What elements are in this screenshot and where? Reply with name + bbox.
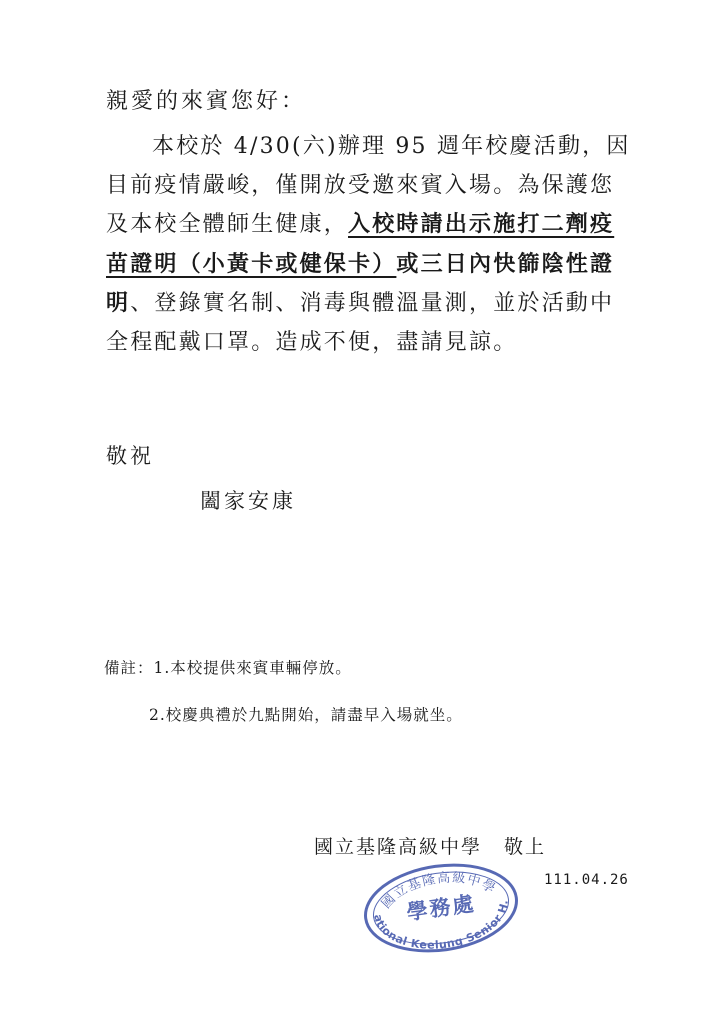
stamp-top-text: 國立基隆高級中學 <box>379 870 499 912</box>
greeting: 親愛的來賓您好： <box>106 89 307 114</box>
letter-body <box>106 128 631 362</box>
notes-section <box>104 656 463 725</box>
body-line-3-emphasis: 入校時請出示施打二劑疫 <box>348 211 615 237</box>
note-2: 2.校慶典禮於九點開始，請盡早入場就坐。 <box>149 706 463 724</box>
body-line-6: 全程配戴口罩。造成不便，盡請見諒。 <box>106 329 518 355</box>
body-line-4-emphasis: 苗證明（小黃卡或健保卡） <box>106 250 397 277</box>
office-seal-stamp <box>360 862 522 954</box>
signature-sender: 國立基隆高級中學 <box>314 836 483 858</box>
letter-date: 111.04.26 <box>544 872 629 888</box>
signature <box>314 832 546 859</box>
body-line-4-bold: 或三日內快篩陰性證 <box>396 250 615 277</box>
body-line-5 <box>106 284 626 324</box>
body-line-5-plain: 、登錄實名制、消毒與體溫量測，並於活動中 <box>130 291 615 316</box>
body-line-4 <box>106 245 626 285</box>
body-line-2: 目前疫情嚴峻，僅開放受邀來賓入場。為保護您 <box>106 172 615 198</box>
note-1: 備註：1.本校提供來賓車輛停放。 <box>104 659 352 677</box>
closing-salutation: 敬祝 <box>106 444 154 468</box>
body-line-3 <box>106 205 626 245</box>
body-line-3-plain: 及本校全體師生健康， <box>106 212 349 237</box>
closing-wish: 闔家安康 <box>200 489 296 513</box>
stamp-bottom-text: National Keelung Senior H.S. <box>371 899 511 952</box>
signature-respect: 敬上 <box>504 836 547 858</box>
body-line-1: 本校於 4/30(六)辦理 95 週年校慶活動，因 <box>152 134 631 159</box>
body-line-5-bold: 明 <box>106 290 131 316</box>
stamp-center-text: 學務處 <box>405 890 477 925</box>
